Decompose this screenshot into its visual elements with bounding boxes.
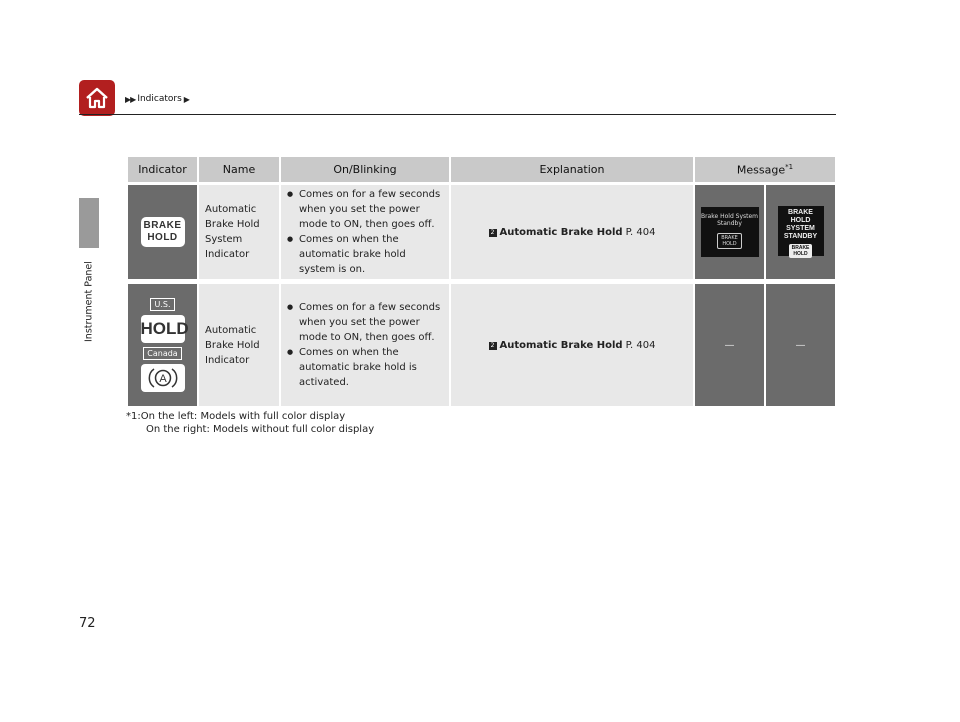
- cross-reference-link[interactable]: 2 Automatic Brake Hold P. 404: [489, 227, 656, 238]
- cross-reference-link[interactable]: 2 Automatic Brake Hold P. 404: [489, 340, 656, 351]
- breadcrumb-arrow-icon: ▶▶: [125, 94, 136, 104]
- footnote-line-1: *1:On the left: Models with full color display: [126, 411, 346, 422]
- footnote: [126, 410, 374, 436]
- header-rule: [79, 114, 836, 115]
- list-item: ● Comes on when the automatic brake hold system is on.: [287, 232, 443, 277]
- name-cell: Automatic Brake Hold System Indicator: [199, 185, 279, 279]
- explanation-cell: [451, 284, 693, 406]
- on-blinking-cell: [281, 284, 449, 406]
- hold-icon: HOLD: [141, 315, 185, 343]
- indicator-cell: [128, 284, 197, 406]
- header-on-blinking: On/Blinking: [281, 157, 449, 182]
- message-color-cell: —: [695, 284, 764, 406]
- list-item: ● Comes on for a few seconds when you set the power mode to ON, then goes off.: [287, 187, 443, 232]
- reference-arrow-icon: 2: [489, 229, 497, 237]
- page-number: 72: [79, 616, 96, 631]
- header-indicator: Indicator: [128, 157, 197, 182]
- footnote-mark: *1: [785, 162, 794, 171]
- breadcrumb-arrow-icon: ▶: [183, 94, 189, 104]
- side-section-label: Instrument Panel: [83, 261, 95, 342]
- header-name: Name: [199, 157, 279, 182]
- auto-hold-a-icon: [141, 364, 185, 392]
- color-display-message: Brake Hold System Standby BRAKE HOLD: [701, 207, 759, 257]
- indicator-cell: [128, 185, 197, 279]
- brake-hold-icon: BRAKE HOLD: [141, 217, 185, 247]
- region-tag-us: U.S.: [150, 298, 174, 311]
- table-row: [128, 284, 835, 406]
- reference-arrow-icon: 2: [489, 342, 497, 350]
- indicator-table: [126, 157, 837, 406]
- header-message: Message$^{*1}$: [695, 157, 835, 182]
- mono-display-message: BRAKE HOLD SYSTEM STANDBY BRAKE HOLD: [778, 206, 824, 256]
- explanation-cell: [451, 185, 693, 279]
- list-item: ● Comes on when the automatic brake hold is activated.: [287, 345, 443, 390]
- table-row: [128, 185, 835, 279]
- list-item: ● Comes on for a few seconds when you set the power mode to ON, then goes off.: [287, 300, 443, 345]
- breadcrumb: [125, 94, 189, 104]
- on-blinking-cell: [281, 185, 449, 279]
- breadcrumb-link-indicators[interactable]: Indicators: [137, 94, 182, 104]
- message-color-cell: [695, 185, 764, 279]
- message-mono-cell: —: [766, 284, 835, 406]
- message-mono-cell: [766, 185, 835, 279]
- footnote-line-2: On the right: Models without full color display: [146, 424, 375, 435]
- home-button[interactable]: [79, 80, 115, 116]
- home-icon: [84, 86, 110, 110]
- svg-text:A: A: [158, 373, 167, 385]
- side-tab-marker: [79, 198, 99, 248]
- name-cell: Automatic Brake Hold Indicator: [199, 284, 279, 406]
- region-tag-canada: Canada: [143, 347, 181, 360]
- brake-hold-badge-icon: BRAKE HOLD: [717, 233, 742, 249]
- header-explanation: Explanation: [451, 157, 693, 182]
- brake-hold-badge-icon: BRAKE HOLD: [789, 244, 813, 258]
